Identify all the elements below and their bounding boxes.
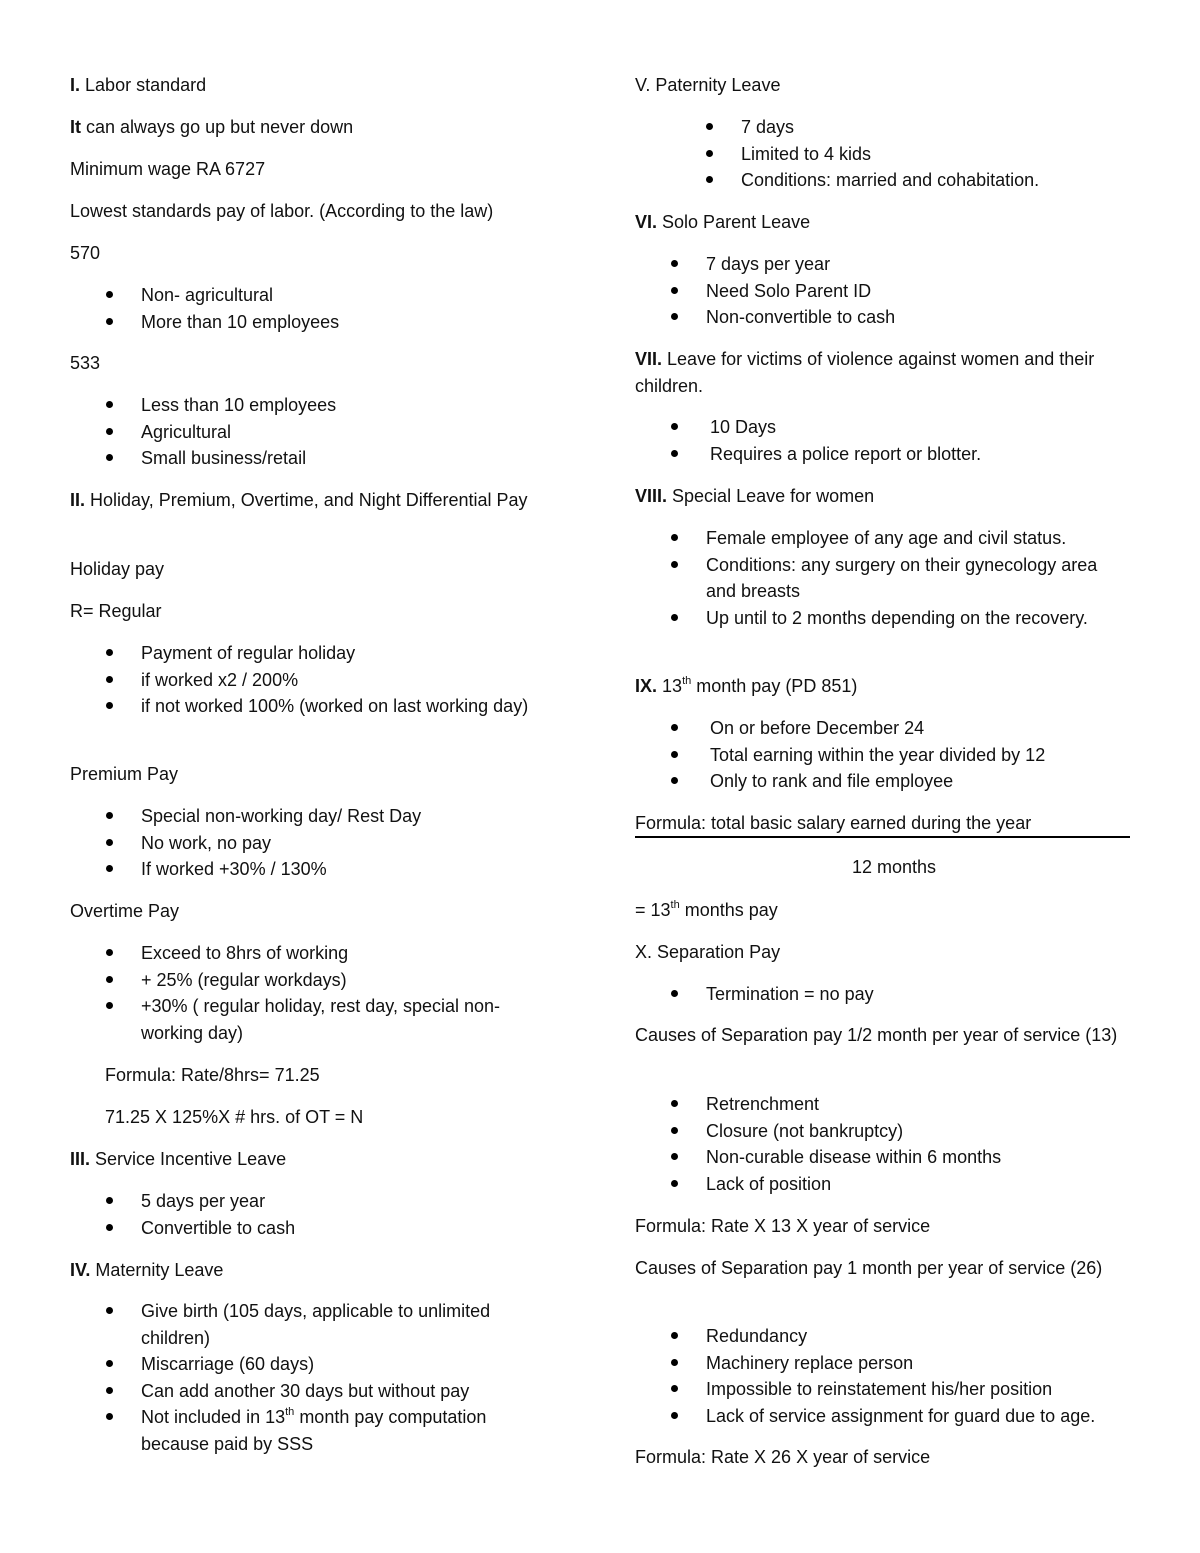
list-item: Convertible to cash	[141, 1215, 541, 1242]
section-7-heading: VII. Leave for victims of violence against women and their children.	[635, 349, 1095, 396]
list-item: 10 Days	[710, 414, 1120, 441]
list-item: Need Solo Parent ID	[706, 278, 1116, 305]
bullet-list-causes-13	[706, 1091, 1116, 1197]
bullet-list-vawc	[710, 414, 1120, 467]
bullet-list-paternity	[741, 114, 1131, 194]
wage-570: 570	[70, 243, 101, 263]
section-8-heading: VIII. Special Leave for women	[635, 486, 875, 506]
list-item: Non-curable disease within 6 months	[706, 1144, 1116, 1171]
premium-pay-heading: Premium Pay	[70, 764, 179, 784]
list-item: Machinery replace person	[706, 1350, 1146, 1377]
list-item: Female employee of any age and civil status.	[706, 525, 1106, 552]
list-item: Can add another 30 days but without pay	[141, 1378, 536, 1405]
formula-26: Formula: Rate X 26 X year of service	[635, 1447, 931, 1467]
bullet-list-overtime	[141, 940, 536, 1046]
list-item: Only to rank and file employee	[710, 768, 1120, 795]
overtime-computation: 71.25 X 125%X # hrs. of OT = N	[105, 1107, 364, 1127]
bullet-list-sil	[141, 1188, 541, 1241]
bullet-list-special-leave	[706, 525, 1106, 631]
bullet-list-separation	[706, 981, 1116, 1008]
list-item: More than 10 employees	[141, 309, 541, 336]
list-item: Total earning within the year divided by 12	[710, 742, 1120, 769]
list-item: 7 days per year	[706, 251, 1116, 278]
list-item: Give birth (105 days, applicable to unlimited children)	[141, 1298, 536, 1351]
wage-533: 533	[70, 353, 101, 373]
list-item: If worked +30% / 130%	[141, 856, 541, 883]
list-item: Payment of regular holiday	[141, 640, 536, 667]
list-item: Lack of position	[706, 1171, 1116, 1198]
list-item: Retrenchment	[706, 1091, 1116, 1118]
minimum-wage-line: Minimum wage RA 6727	[70, 159, 266, 179]
list-item: Closure (not bankruptcy)	[706, 1118, 1116, 1145]
list-item: Non-convertible to cash	[706, 304, 1116, 331]
list-item: Non- agricultural	[141, 282, 541, 309]
bullet-list-holiday	[141, 640, 536, 720]
list-item: Small business/retail	[141, 445, 541, 472]
section-9-heading: IX. 13th month pay (PD 851)	[635, 675, 858, 696]
holiday-pay-heading: Holiday pay	[70, 559, 165, 579]
overtime-pay-heading: Overtime Pay	[70, 901, 180, 921]
bullet-list-13th-month	[710, 715, 1120, 795]
bullet-list-570	[141, 282, 541, 335]
list-item: Conditions: any surgery on their gynecology area and breasts	[706, 552, 1106, 605]
list-item: Lack of service assignment for guard due to age.	[706, 1403, 1146, 1430]
formula-13: Formula: Rate X 13 X year of service	[635, 1216, 931, 1236]
list-item: Up until to 2 months depending on the recovery.	[706, 605, 1106, 632]
list-item: On or before December 24	[710, 715, 1120, 742]
list-item: 7 days	[741, 114, 1131, 141]
list-item: + 25% (regular workdays)	[141, 967, 536, 994]
causes-13-heading: Causes of Separation pay 1/2 month per year of service (13)	[635, 1025, 1118, 1045]
list-item: Requires a police report or blotter.	[710, 441, 1120, 468]
list-item: if not worked 100% (worked on last working day)	[141, 693, 536, 720]
bullet-list-solo-parent	[706, 251, 1116, 331]
statement-line: It can always go up but never down	[70, 117, 354, 137]
section-4-heading: IV. Maternity Leave	[70, 1260, 224, 1280]
list-item: Miscarriage (60 days)	[141, 1351, 536, 1378]
list-item: Less than 10 employees	[141, 392, 541, 419]
overtime-formula: Formula: Rate/8hrs= 71.25	[105, 1065, 320, 1085]
section-10-heading: X. Separation Pay	[635, 942, 781, 962]
lowest-standards-line: Lowest standards pay of labor. (According to the law)	[70, 201, 494, 221]
bullet-list-premium	[141, 803, 541, 883]
list-item: Redundancy	[706, 1323, 1146, 1350]
list-item: +30% ( regular holiday, rest day, special non-working day)	[141, 993, 536, 1046]
list-item: Conditions: married and cohabitation.	[741, 167, 1131, 194]
list-item: No work, no pay	[141, 830, 541, 857]
regular-label: R= Regular	[70, 601, 162, 621]
list-item: Exceed to 8hrs of working	[141, 940, 536, 967]
bullet-list-533	[141, 392, 541, 472]
list-item: Termination = no pay	[706, 981, 1116, 1008]
list-item: Limited to 4 kids	[741, 141, 1131, 168]
bullet-list-maternity	[141, 1298, 536, 1457]
list-item: if worked x2 / 200%	[141, 667, 536, 694]
list-item: Not included in 13th month pay computation because paid by SSS	[141, 1404, 536, 1457]
13th-month-formula-denominator: 12 months	[851, 857, 937, 877]
section-6-heading: VI. Solo Parent Leave	[635, 212, 811, 232]
section-5-heading: V. Paternity Leave	[635, 75, 781, 95]
list-item: Agricultural	[141, 419, 541, 446]
fraction-line	[635, 836, 1130, 838]
section-3-heading: III. Service Incentive Leave	[70, 1149, 287, 1169]
13th-month-formula-result: = 13th months pay	[635, 899, 778, 920]
list-item: Impossible to reinstatement his/her position	[706, 1376, 1146, 1403]
13th-month-formula-numerator: Formula: total basic salary earned during the year	[635, 813, 1032, 833]
causes-26-heading: Causes of Separation pay 1 month per year of service (26)	[635, 1258, 1103, 1278]
list-item: 5 days per year	[141, 1188, 541, 1215]
section-2-heading: II. Holiday, Premium, Overtime, and Night Differential Pay	[70, 490, 528, 510]
list-item: Special non-working day/ Rest Day	[141, 803, 541, 830]
bullet-list-causes-26	[706, 1323, 1146, 1429]
section-1-heading: I. Labor standard	[70, 75, 207, 95]
